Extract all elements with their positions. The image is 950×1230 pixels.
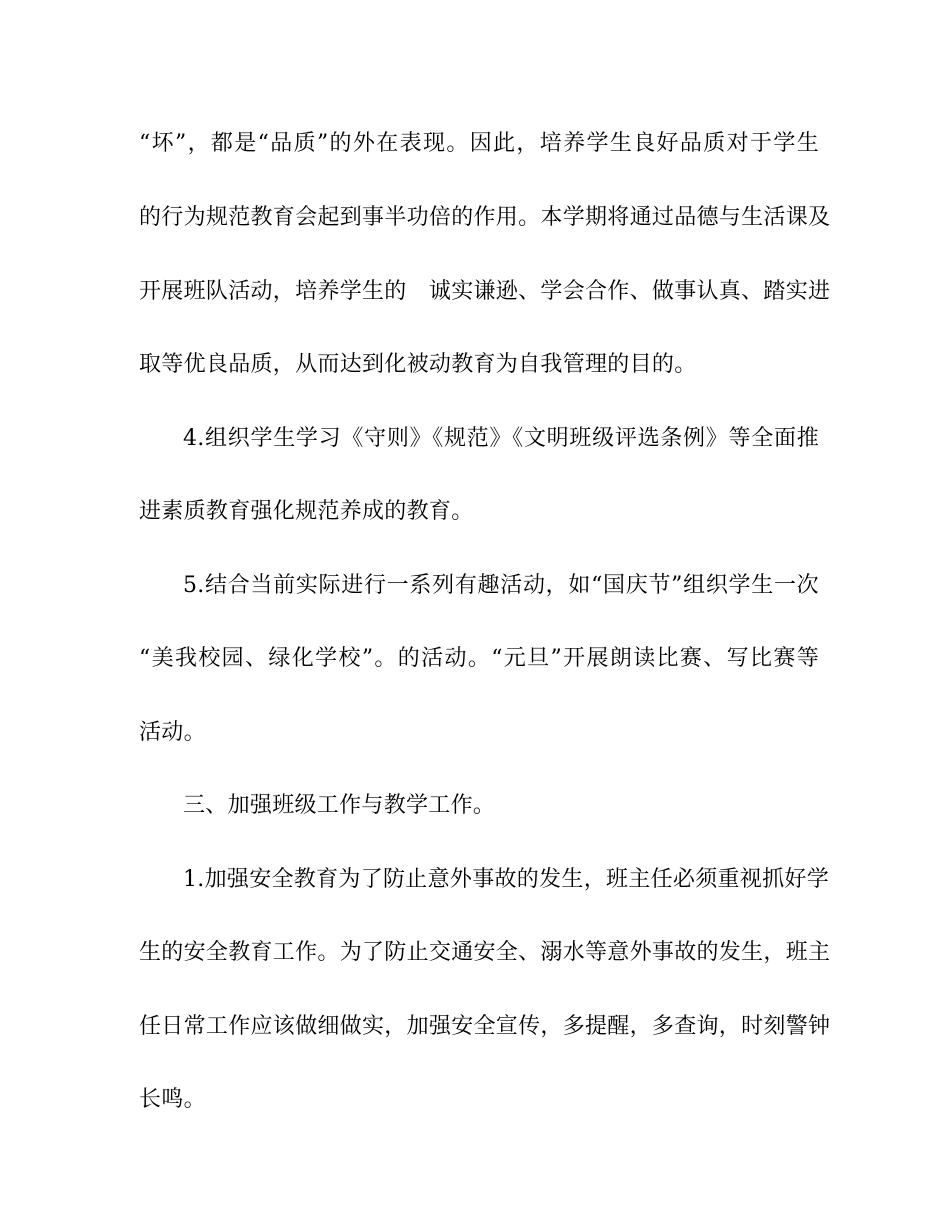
paragraph-line: 生的安全教育工作。为了防止交通安全、溺水等意外事故的发生，班主 xyxy=(139,940,831,965)
paragraph-line: “坏”，都是“品质”的外在表现。因此，培养学生良好品质对于学生 xyxy=(139,131,819,156)
section-heading: 三、加强班级工作与教学工作。 xyxy=(183,793,496,818)
paragraph-line: 1.加强安全教育为了防止意外事故的发生，班主任必须重视抓好学 xyxy=(183,867,829,892)
paragraph-line: 取等优良品质，从而达到化被动教育为自我管理的目的。 xyxy=(139,352,697,377)
paragraph-line: 进素质教育强化规范养成的教育。 xyxy=(139,499,474,524)
paragraph-line: 5.结合当前实际进行一系列有趣活动，如“国庆节”组织学生一次 xyxy=(183,573,819,598)
paragraph-line: 4.组织学生学习《守则》《规范》《文明班级评选条例》等全面推 xyxy=(183,426,819,451)
paragraph-line: 任日常工作应该做细做实，加强安全宣传，多提醒，多查询，时刻警钟 xyxy=(139,1014,831,1039)
paragraph-line: 的行为规范教育会起到事半功倍的作用。本学期将通过品德与生活课及 xyxy=(139,205,831,230)
paragraph-line: 开展班队活动，培养学生的 诚实谦逊、学会合作、做事认真、踏实进 xyxy=(139,279,831,304)
paragraph-line: 活动。 xyxy=(139,720,206,745)
paragraph-line: 长鸣。 xyxy=(139,1087,206,1112)
paragraph-line: “美我校园、绿化学校”。的活动。“元旦”开展朗读比赛、写比赛等 xyxy=(139,646,819,671)
